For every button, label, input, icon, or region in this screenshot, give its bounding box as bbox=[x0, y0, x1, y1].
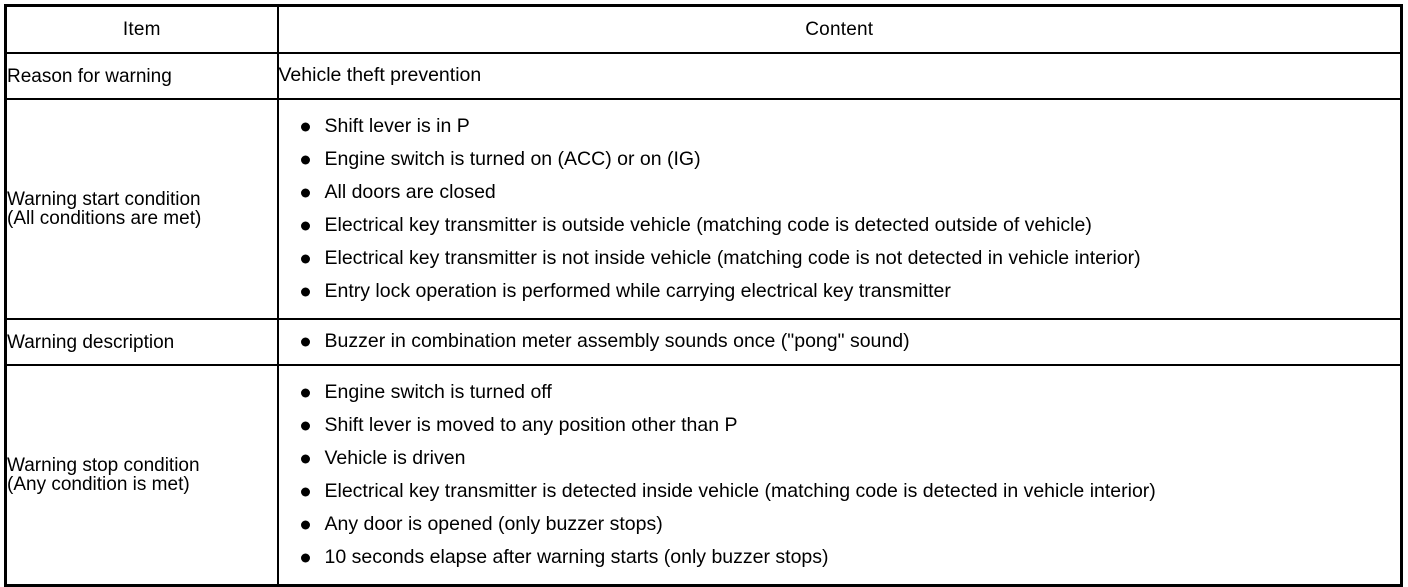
list-item: Vehicle is driven bbox=[279, 442, 1401, 475]
list-item: Engine switch is turned on (ACC) or on (IG) bbox=[279, 143, 1401, 176]
table-row bbox=[6, 319, 1402, 365]
table-row bbox=[6, 365, 1402, 586]
row-item-warning-start-condition bbox=[6, 99, 278, 319]
table-body bbox=[6, 53, 1402, 586]
column-header-item: Item bbox=[6, 6, 278, 54]
bullet-list bbox=[279, 366, 1401, 584]
list-item: Engine switch is turned off bbox=[279, 376, 1401, 409]
list-item: Electrical key transmitter is detected inside vehicle (matching code is detected in vehicle interior) bbox=[279, 475, 1401, 508]
list-item: 10 seconds elapse after warning starts (only buzzer stops) bbox=[279, 541, 1401, 574]
row-item-reason-for-warning bbox=[6, 53, 278, 99]
content-text: Vehicle theft prevention bbox=[278, 64, 482, 87]
row-content-warning-stop-condition bbox=[278, 365, 1402, 586]
list-item: Any door is opened (only buzzer stops) bbox=[279, 508, 1401, 541]
table-row bbox=[6, 99, 1402, 319]
item-label-line: Warning stop condition bbox=[7, 455, 200, 476]
table-header-row bbox=[6, 6, 1402, 54]
list-item: All doors are closed bbox=[279, 176, 1401, 209]
list-item: Entry lock operation is performed while carrying electrical key transmitter bbox=[279, 275, 1401, 308]
row-item-warning-stop-condition bbox=[6, 365, 278, 586]
item-label-line: (Any condition is met) bbox=[7, 474, 190, 495]
table-row bbox=[6, 53, 1402, 99]
document-page bbox=[0, 4, 1408, 568]
table-header bbox=[6, 6, 1402, 54]
row-content-reason-for-warning bbox=[278, 53, 1402, 99]
item-label-line: Warning start condition bbox=[7, 189, 201, 210]
warning-specification-table bbox=[4, 4, 1403, 587]
list-item: Electrical key transmitter is outside vehicle (matching code is detected outside of vehicle) bbox=[279, 209, 1401, 242]
bullet-list bbox=[279, 320, 1401, 364]
item-label-line: (All conditions are met) bbox=[7, 208, 202, 229]
item-label-line: Reason for warning bbox=[7, 65, 172, 87]
row-item-warning-description bbox=[6, 319, 278, 365]
item-label-line: Warning description bbox=[7, 331, 175, 353]
list-item: Shift lever is moved to any position other than P bbox=[279, 409, 1401, 442]
bullet-list bbox=[279, 100, 1401, 318]
row-content-warning-description bbox=[278, 319, 1402, 365]
list-item: Buzzer in combination meter assembly sounds once ("pong" sound) bbox=[279, 320, 1401, 364]
list-item: Electrical key transmitter is not inside vehicle (matching code is not detected in vehicle interior) bbox=[279, 242, 1401, 275]
column-header-content: Content bbox=[278, 6, 1402, 54]
list-item: Shift lever is in P bbox=[279, 110, 1401, 143]
row-content-warning-start-condition bbox=[278, 99, 1402, 319]
